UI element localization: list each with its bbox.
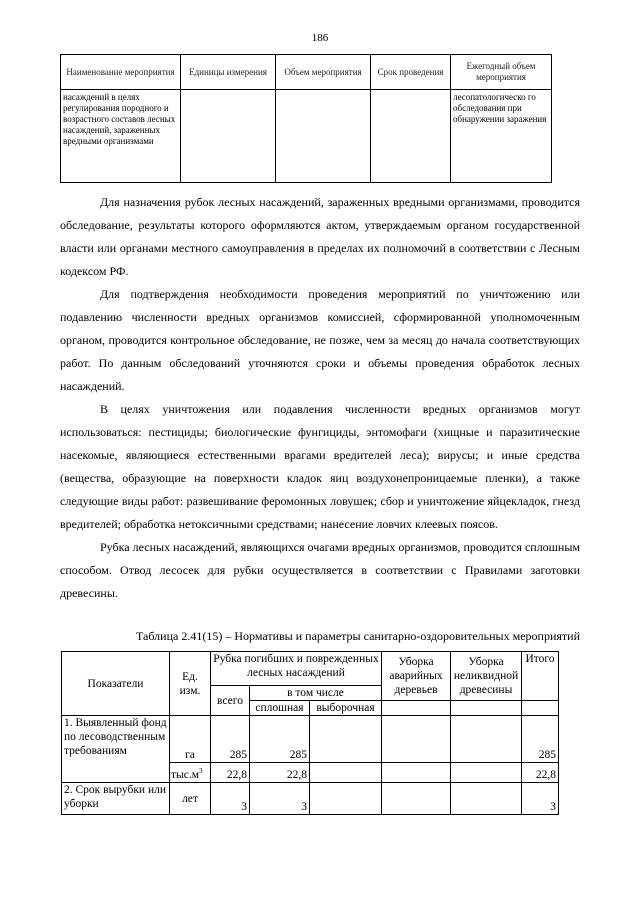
header-incl: в том числе: [250, 686, 382, 701]
cell-total: 22,8: [522, 763, 559, 783]
table-header-row: [61, 55, 552, 90]
row-unit: [170, 763, 211, 783]
header-indicators: Показатели: [62, 652, 170, 716]
row-unit: га: [170, 716, 211, 763]
cell-total: 3: [522, 783, 559, 815]
table-cell: лесопатологическо го обследования при обнаружении заражения: [451, 90, 552, 183]
cell-clear: 22,8: [250, 763, 310, 783]
header-clear: сплошная: [250, 701, 310, 716]
table-cell: [276, 90, 371, 183]
header-all: всего: [211, 686, 250, 716]
row-label: 2. Срок вырубки или уборки: [62, 783, 170, 815]
header-unit: Ед. изм.: [170, 652, 211, 716]
header-cell: Срок проведения: [371, 55, 451, 90]
table-header-row: [62, 652, 559, 686]
cell-clear: 285: [250, 716, 310, 763]
header-felling: Рубка погибших и поврежденных лесных насаждений: [211, 652, 382, 686]
continuation-table: [60, 54, 552, 183]
header-cell: Ежегодный объем мероприятия: [451, 55, 552, 90]
table-row: [62, 783, 559, 815]
header-cell: Объем мероприятия: [276, 55, 371, 90]
page-number: 186: [311, 32, 329, 44]
table-cell: насаждений в целях регулирования породного и возрастного составов лесных насаждений, зараженных вредными организмами: [61, 90, 181, 183]
cell-all: 285: [211, 716, 250, 763]
cell-all: 3: [211, 783, 250, 815]
table-row: [61, 90, 552, 183]
row-label: 1. Выявленный фонд по лесоводственным требованиям: [62, 716, 170, 783]
table-cell: [181, 90, 276, 183]
unit-sup: 3: [199, 767, 203, 776]
row-unit: лет: [170, 783, 211, 815]
paragraph: В целях уничтожения или подавления численности вредных организмов могут использоваться: пестициды; биологические фунгициды, энтомофаги (хищные и паразитические насекомые, являющиеся естественными врагами вредителей леса); вирусы; и иные средства (вещества, образующие на поверхности кладок яиц воздухонепроницаемые пленки), а также следующие виды работ: развешивание феромонных ловушек; сбор и уничтожение яйцекладок, гнезд вредителей; обработка нетоксичными средствами; нанесение ловчих клеевых поясов.: [60, 402, 580, 531]
header-illiquid: Уборка неликвидной древесины: [451, 652, 522, 701]
paragraph: Рубка лесных насаждений, являющихся очагами вредных организмов, проводится сплошным способом. Отвод лесосек для рубки осуществляется в соответствии с Правилами заготовки древесины.: [60, 540, 580, 600]
table-row: [62, 716, 559, 763]
header-cell: Наименование мероприятия: [61, 55, 181, 90]
header-selective: выборочная: [310, 701, 382, 716]
cell-all: 22,8: [211, 763, 250, 783]
header-total: Итого: [522, 652, 559, 701]
header-cell: Единицы измерения: [181, 55, 276, 90]
table-caption: Таблица 2.41(15) – Нормативы и параметры санитарно-оздоровительных мероприятий: [136, 629, 580, 643]
paragraph: Для подтверждения необходимости проведения мероприятий по уничтожению или подавлению численности вредных организмов комиссией, сформированной уполномоченным органом, проводится контрольное обследование, не позже, чем за месяц до начала соответствующих работ. По данным обследований уточняются сроки и объемы проведения обработок лесных насаждений.: [60, 287, 580, 393]
paragraph: Для назначения рубок лесных насаждений, зараженных вредными организмами, проводится обследование, результаты которого оформляются актом, утверждаемым органом государственной власти или органами местного самоуправления в пределах их полномочий в соответствии с Лесным кодексом РФ.: [60, 195, 580, 278]
cell-total: 285: [522, 716, 559, 763]
unit-text: тыс.м: [171, 769, 200, 781]
table-cell: [371, 90, 451, 183]
body-text: [60, 191, 580, 605]
norms-table: [61, 651, 559, 815]
cell-clear: 3: [250, 783, 310, 815]
header-emergency: Уборка аварийных деревьев: [382, 652, 451, 701]
